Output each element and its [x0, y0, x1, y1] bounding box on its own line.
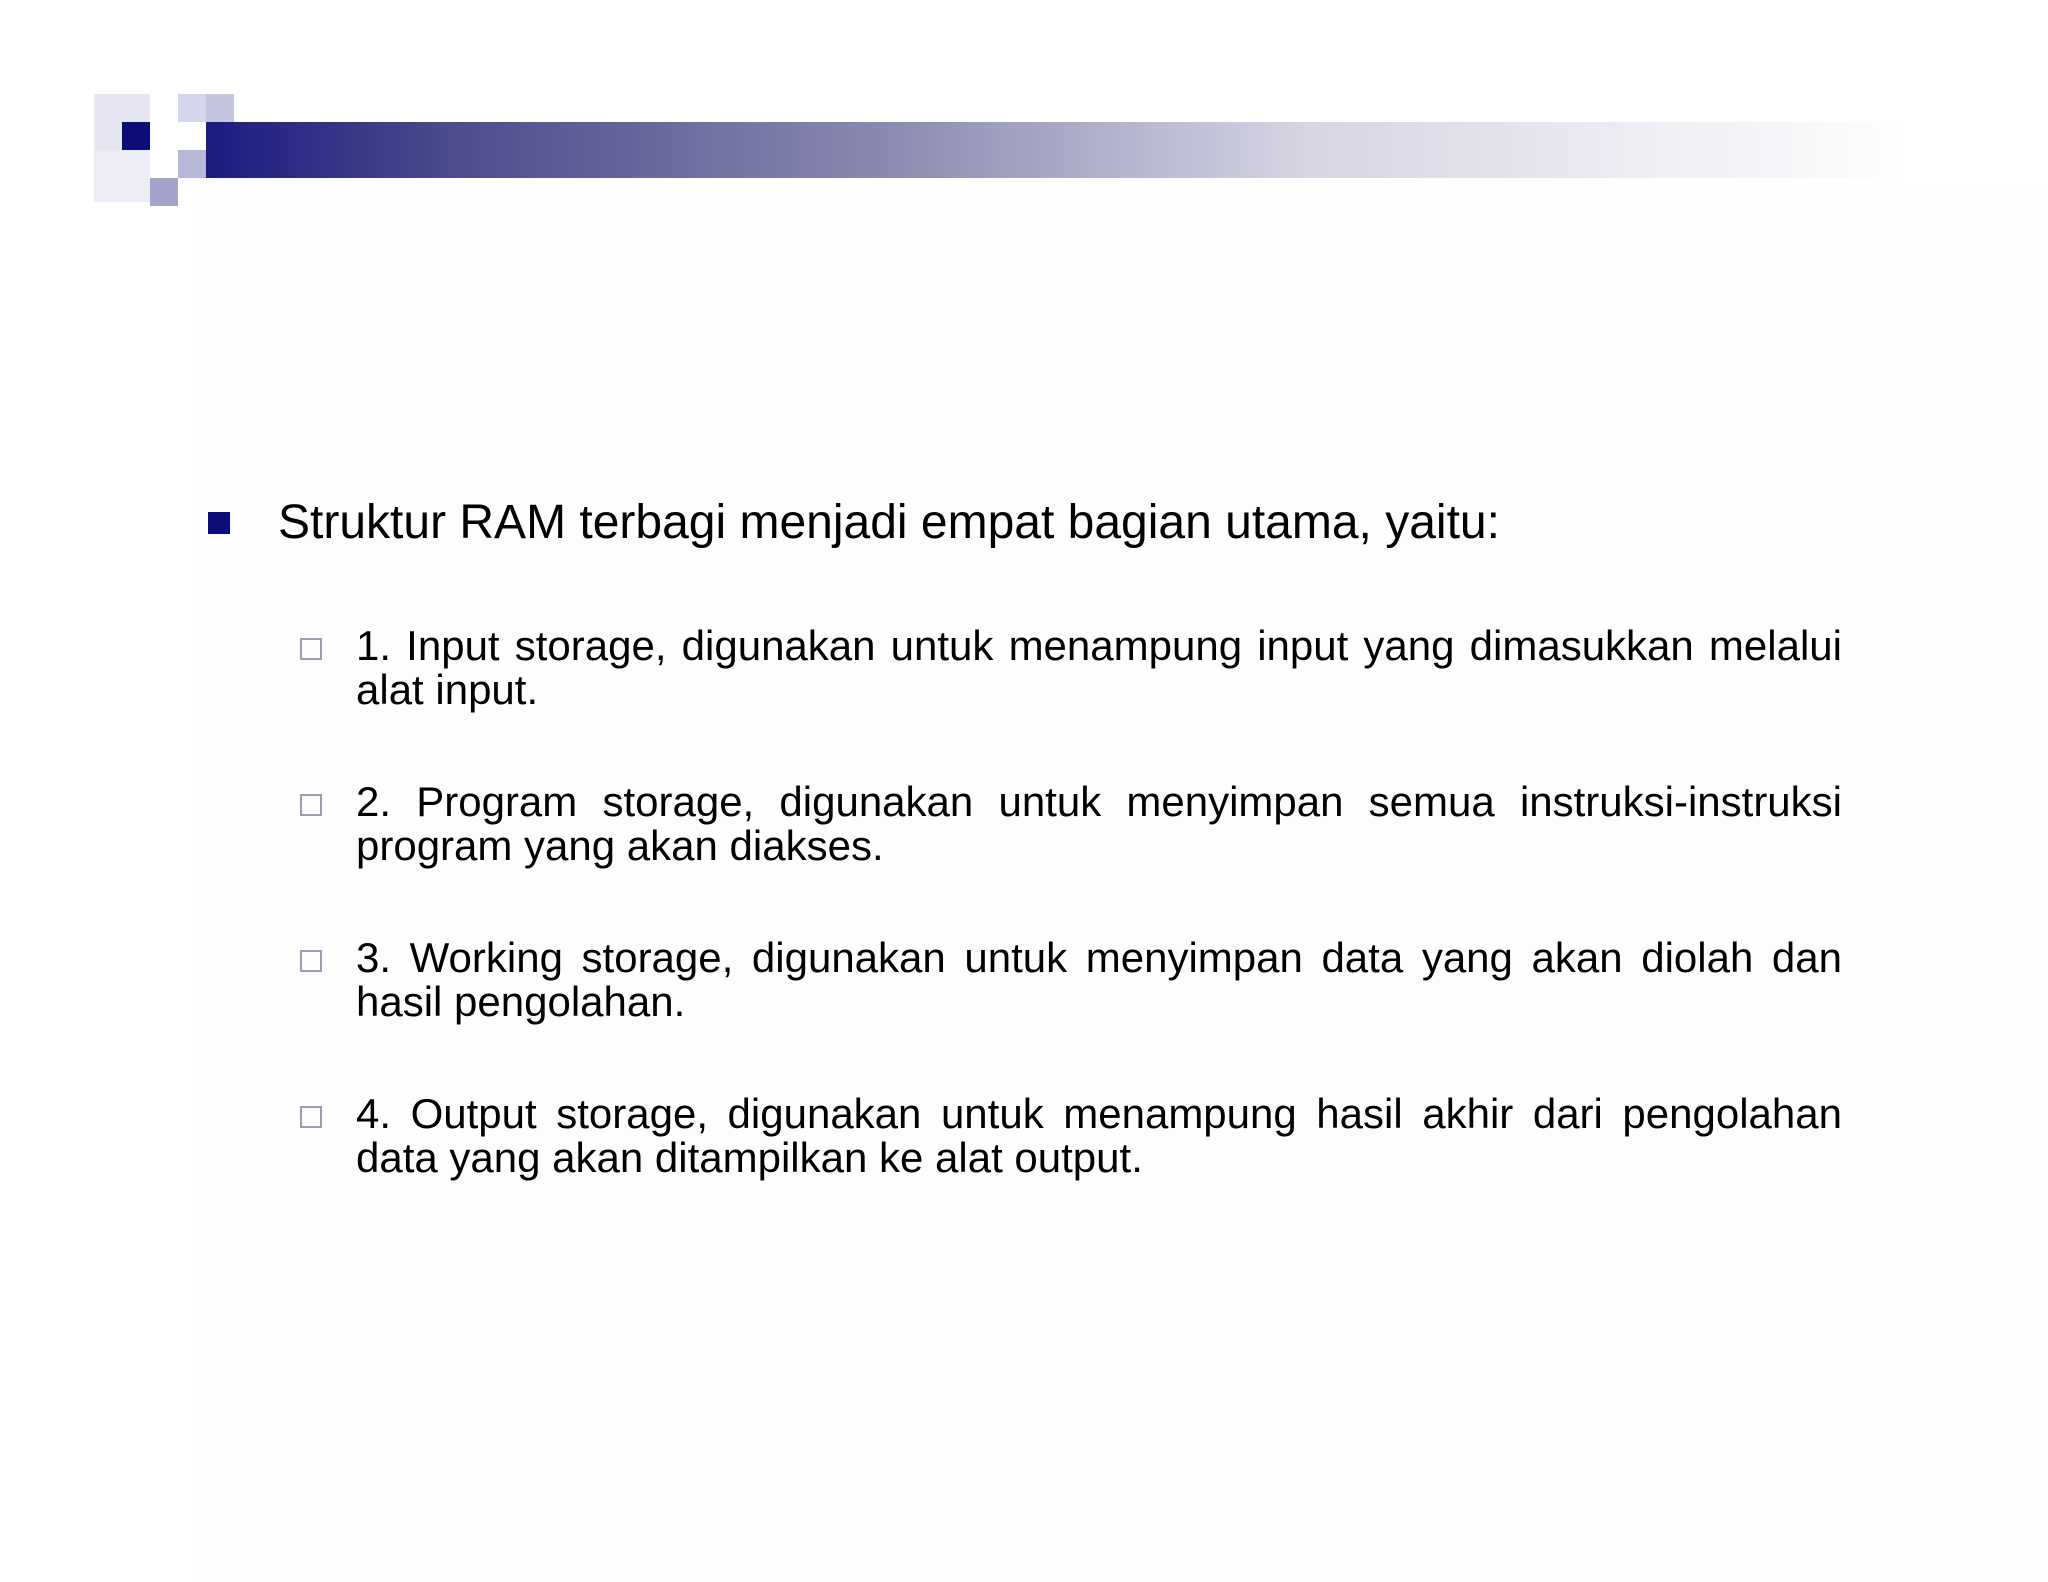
sub-bullet-item [300, 1092, 1844, 1180]
decor-square [94, 150, 150, 202]
main-bullet-item [206, 494, 1906, 552]
sub-bullet-text: 4. Output storage, digunakan untuk menampung hasil akhir dari pengolahan data yang akan ditampilkan ke alat output. [356, 1090, 1842, 1181]
decor-square [150, 178, 178, 206]
hollow-square-bullet-icon [300, 1106, 322, 1128]
hollow-square-bullet-icon [300, 950, 322, 972]
filled-square-bullet-icon [208, 512, 230, 534]
decor-square-dark [122, 122, 150, 150]
decor-square-white [150, 122, 178, 150]
sub-bullet-text: 2. Program storage, digunakan untuk menyimpan semua instruksi-instruksi program yang akan diakses. [356, 778, 1842, 869]
sub-bullet-text: 1. Input storage, digunakan untuk menampung input yang dimasukkan melalui alat input. [356, 622, 1842, 713]
sub-bullet-item [300, 780, 1844, 868]
decor-square [178, 150, 206, 178]
header-gradient-bar [206, 122, 1906, 178]
slide-background [194, 190, 2048, 1582]
sub-bullet-text: 3. Working storage, digunakan untuk menyimpan data yang akan diolah dan hasil pengolahan. [356, 934, 1842, 1025]
main-bullet-text: Struktur RAM terbagi menjadi empat bagian utama, yaitu: [278, 496, 1500, 549]
hollow-square-bullet-icon [300, 638, 322, 660]
sub-bullet-item [300, 936, 1844, 1024]
hollow-square-bullet-icon [300, 794, 322, 816]
sub-bullet-item [300, 624, 1844, 712]
decor-square [206, 94, 234, 122]
